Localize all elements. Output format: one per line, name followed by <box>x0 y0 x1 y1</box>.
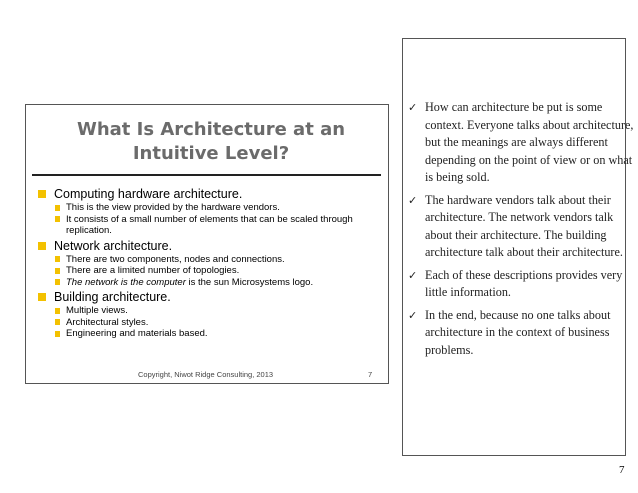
bullet-text: Building architecture. <box>54 290 171 304</box>
sub-bullet-italic-text: The network is the computer <box>66 276 186 288</box>
speaker-notes <box>408 99 638 364</box>
note-text: In the end, because no one talks about architecture in the context of business problems. <box>425 307 611 357</box>
square-bullet-icon <box>38 190 46 198</box>
title-divider <box>32 174 381 176</box>
slide-title-line2: Intuitive Level? <box>132 143 290 164</box>
checkmark-icon: ✓ <box>408 308 418 322</box>
sub-bullet-text: is the sun Microsystems logo. <box>185 276 314 288</box>
sub-bullet-item <box>36 214 381 237</box>
sub-bullet-text: Multiple views. <box>66 305 128 316</box>
sub-bullet-item <box>36 317 381 329</box>
bullet-text: Network architecture. <box>54 238 173 253</box>
sub-bullet-item <box>36 277 381 289</box>
square-bullet-icon <box>55 331 60 337</box>
checkmark-icon: ✓ <box>408 101 418 114</box>
page-number: 7 <box>619 464 625 476</box>
sub-bullet-text: Architectural styles. <box>66 316 149 328</box>
copyright-text: Copyright, Niwot Ridge Consulting, 2013 <box>138 370 274 379</box>
square-bullet-icon <box>55 256 60 262</box>
slide-bullets <box>36 185 381 340</box>
checkmark-icon: ✓ <box>408 193 418 207</box>
note-text: The hardware vendors talk about their architecture. The network vendors talk about their architecture. The building architecture talk about their architecture. <box>425 192 623 259</box>
square-bullet-icon <box>38 293 46 301</box>
square-bullet-icon <box>55 308 60 314</box>
bullet-text: Computing hardware architecture. <box>54 187 243 201</box>
sub-bullet-item <box>36 305 381 317</box>
sub-bullet-item <box>36 202 381 214</box>
sub-bullet-item <box>36 265 381 277</box>
note-item <box>408 192 638 262</box>
note-text: How can architecture be put is some context. Everyone talks about architecture, but the meanings are always different depending on the point of view or on what is being sold. <box>425 100 634 184</box>
sub-bullet-text: There are a limited number of topologies. <box>66 265 240 276</box>
square-bullet-icon <box>38 242 46 250</box>
note-text: Each of these descriptions provides very little information. <box>425 267 623 299</box>
slide-number: 7 <box>368 370 373 379</box>
slide-thumbnail <box>25 104 389 384</box>
slide-title <box>46 118 376 166</box>
bullet-item <box>36 290 381 305</box>
square-bullet-icon <box>55 205 60 211</box>
square-bullet-icon <box>55 279 60 285</box>
bullet-item <box>36 187 381 202</box>
bullet-item <box>36 239 381 254</box>
note-item <box>408 99 638 187</box>
sub-bullet-text: This is the view provided by the hardware vendors. <box>66 202 280 213</box>
square-bullet-icon <box>55 319 60 325</box>
checkmark-icon: ✓ <box>408 268 418 282</box>
slide-title-line1: What Is Architecture at an <box>76 119 346 140</box>
sub-bullet-text: There are two components, nodes and connections. <box>66 253 285 265</box>
sub-bullet-item <box>36 328 381 340</box>
sub-bullet-text: It consists of a small number of elements that can be scaled through replication. <box>66 213 353 236</box>
square-bullet-icon <box>55 268 60 274</box>
note-item <box>408 267 638 302</box>
sub-bullet-item <box>36 254 381 266</box>
square-bullet-icon <box>55 216 60 222</box>
sub-bullet-text: Engineering and materials based. <box>66 328 208 339</box>
note-item <box>408 307 638 360</box>
